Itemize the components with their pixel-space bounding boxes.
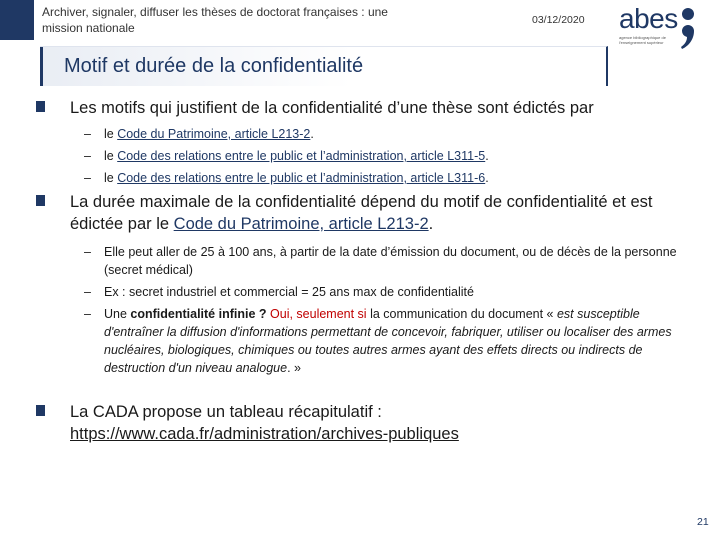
header-date: 03/12/2020 [532, 14, 585, 26]
dash-marker: – [84, 245, 91, 259]
list-item-text: Ex : secret industriel et commercial = 25 ans max de confidentialité [104, 285, 474, 299]
link-code-patrimoine-duree[interactable]: Code du Patrimoine, article L213-2 [173, 215, 429, 233]
list-item [84, 243, 696, 279]
list-item-suffix: . [310, 127, 314, 141]
legal-quote: est susceptible d'entraîner la diffusion d'informations permettant de concevoir, fabriquer, utiliser ou localiser des armes nucléaires, biologiques, chimiques ou toutes autres armes ayant des effets directs ou indirects de destruction d'un niveau analogue [104, 307, 672, 375]
list-item-prefix: le [104, 171, 118, 185]
bullet-motifs-text: Les motifs qui justifient de la confidentialité d’une thèse sont édictés par [70, 99, 594, 117]
bullet-cada-text: La CADA propose un tableau récapitulatif : [70, 403, 382, 421]
dash-marker: – [84, 171, 91, 185]
bullet-cada [36, 401, 696, 445]
list-item-text: Elle peut aller de 25 à 100 ans, à partir de la date d’émission du document, ou de décès de la personne (secret médical) [104, 245, 677, 277]
dash-marker: – [84, 307, 91, 321]
emphasis-oui-seulement-si: Oui, seulement si [270, 307, 367, 321]
list-item [84, 147, 696, 165]
link-cada[interactable]: https://www.cada.fr/administration/archives-publiques [70, 425, 459, 443]
list-item-prefix: le [104, 127, 118, 141]
list-item-text: la communication du document « [366, 307, 557, 321]
list-item [84, 169, 696, 187]
bullet-duree [36, 191, 696, 235]
logo-tagline: agence bibliographique de l'enseignement supérieur [619, 35, 666, 45]
list-item-prefix: le [104, 149, 118, 163]
dash-marker: – [84, 127, 91, 141]
quote-end: . » [287, 361, 301, 375]
duree-sublist [84, 243, 696, 377]
logo-wordmark: abes [619, 3, 678, 34]
square-bullet-icon [36, 405, 45, 416]
abes-logo [615, 4, 705, 50]
emphasis-confidentialite-infinie: confidentialité infinie ? [130, 307, 267, 321]
bullet-motifs [36, 97, 696, 119]
square-bullet-icon [36, 101, 45, 112]
link-crpa-l311-5[interactable]: Code des relations entre le public et l’administration, article L311-5 [117, 149, 486, 163]
list-item-text: Une [104, 307, 131, 321]
page-number: 21 [697, 516, 709, 528]
header-accent-block [0, 0, 34, 40]
motifs-sublist [84, 125, 696, 187]
link-code-patrimoine[interactable]: Code du Patrimoine, article L213-2 [117, 127, 311, 141]
list-item [84, 125, 696, 143]
list-item [84, 305, 696, 377]
bullet-duree-prefix: La durée maximale de la confidentialité dépend du motif de confidentialité et est édictée par le [70, 193, 653, 233]
dash-marker: – [84, 285, 91, 299]
list-item-suffix: . [485, 149, 489, 163]
slide-content [36, 97, 696, 445]
list-item-suffix: . [485, 171, 489, 185]
bullet-duree-suffix: . [428, 215, 434, 233]
slide-title: Motif et durée de la confidentialité [64, 55, 364, 77]
semicolon-logo-icon [678, 4, 698, 52]
list-item [84, 283, 696, 301]
square-bullet-icon [36, 195, 45, 206]
header-title: Archiver, signaler, diffuser les thèses de doctorat françaises : une mission nationale [42, 5, 388, 35]
slide-title-band [40, 46, 608, 86]
dash-marker: – [84, 149, 91, 163]
link-crpa-l311-6[interactable]: Code des relations entre le public et l’administration, article L311-6 [117, 171, 486, 185]
